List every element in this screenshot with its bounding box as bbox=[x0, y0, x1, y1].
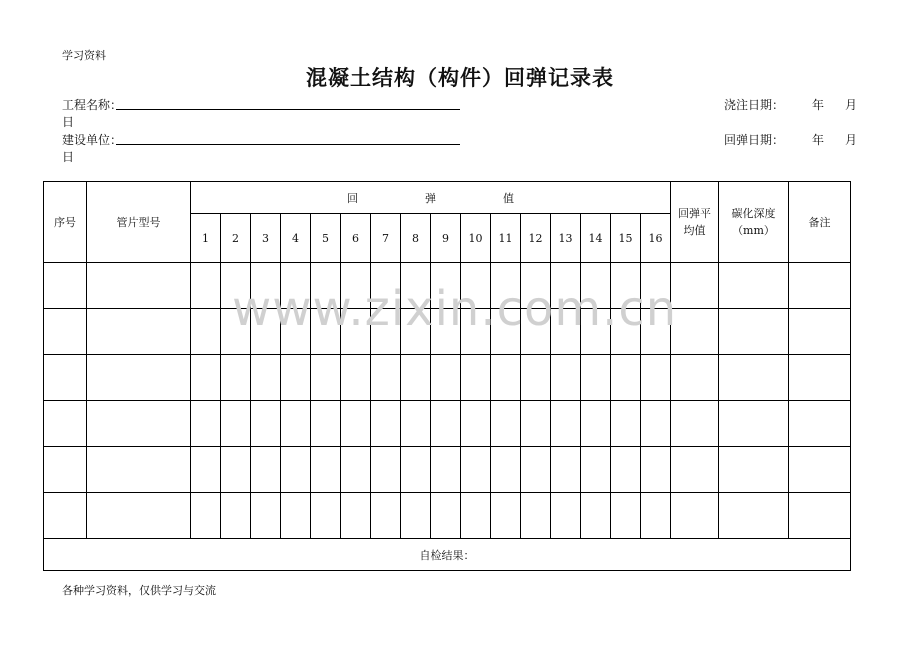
table-cell[interactable] bbox=[521, 355, 551, 401]
rebound-point-header: 6 bbox=[341, 214, 371, 263]
table-cell[interactable] bbox=[431, 401, 461, 447]
table-cell[interactable] bbox=[281, 447, 311, 493]
project-name-label: 工程名称： bbox=[62, 98, 123, 112]
table-cell[interactable] bbox=[371, 401, 401, 447]
header-seq: 序号 bbox=[44, 182, 87, 263]
table-cell[interactable] bbox=[581, 447, 611, 493]
header-note: 学习资料 bbox=[62, 49, 106, 62]
table-cell[interactable] bbox=[44, 447, 87, 493]
table-cell[interactable] bbox=[641, 493, 671, 539]
header-model: 管片型号 bbox=[87, 182, 191, 263]
table-cell[interactable] bbox=[719, 447, 789, 493]
table-cell[interactable] bbox=[491, 355, 521, 401]
table-cell[interactable] bbox=[719, 309, 789, 355]
table-cell[interactable] bbox=[719, 263, 789, 309]
table-cell[interactable] bbox=[431, 447, 461, 493]
table-cell[interactable] bbox=[491, 493, 521, 539]
table-cell[interactable] bbox=[311, 493, 341, 539]
table-cell[interactable] bbox=[671, 401, 719, 447]
table-row bbox=[44, 355, 851, 401]
table-cell[interactable] bbox=[341, 447, 371, 493]
construction-unit-field[interactable] bbox=[116, 144, 460, 145]
header-avg: 回弹平均值 bbox=[671, 182, 719, 263]
table-cell[interactable] bbox=[611, 355, 641, 401]
pour-date-month: 月 bbox=[845, 98, 858, 112]
rebound-date-label: 回弹日期： bbox=[724, 133, 785, 147]
table-cell[interactable] bbox=[87, 263, 191, 309]
rebound-point-header: 10 bbox=[461, 214, 491, 263]
table-cell[interactable] bbox=[461, 355, 491, 401]
table-cell[interactable] bbox=[671, 493, 719, 539]
self-check-result[interactable] bbox=[44, 539, 851, 571]
table-cell[interactable] bbox=[191, 447, 221, 493]
rebound-date-year: 年 bbox=[812, 133, 825, 147]
table-cell[interactable] bbox=[371, 447, 401, 493]
table-cell[interactable] bbox=[191, 263, 221, 309]
rebound-point-header: 1 bbox=[191, 214, 221, 263]
table-cell[interactable] bbox=[671, 447, 719, 493]
table-cell[interactable] bbox=[521, 493, 551, 539]
table-cell[interactable] bbox=[281, 493, 311, 539]
rebound-point-header: 9 bbox=[431, 214, 461, 263]
table-cell[interactable] bbox=[401, 355, 431, 401]
table-cell[interactable] bbox=[401, 401, 431, 447]
table-cell[interactable] bbox=[44, 493, 87, 539]
table-cell[interactable] bbox=[611, 447, 641, 493]
page-title: 混凝土结构（构件）回弹记录表 bbox=[306, 65, 614, 90]
table-cell[interactable] bbox=[371, 493, 401, 539]
rebound-date-month: 月 bbox=[845, 133, 858, 147]
table-cell[interactable] bbox=[87, 493, 191, 539]
table-cell[interactable] bbox=[719, 401, 789, 447]
header-remark: 备注 bbox=[789, 182, 851, 263]
table-cell[interactable] bbox=[191, 401, 221, 447]
table-cell[interactable] bbox=[251, 447, 281, 493]
rebound-point-header: 15 bbox=[611, 214, 641, 263]
table-cell[interactable] bbox=[44, 309, 87, 355]
table-cell[interactable] bbox=[671, 355, 719, 401]
pour-date-label: 浇注日期： bbox=[724, 98, 785, 112]
table-cell[interactable] bbox=[281, 355, 311, 401]
table-cell[interactable] bbox=[611, 401, 641, 447]
rebound-point-header: 7 bbox=[371, 214, 401, 263]
table-cell[interactable] bbox=[251, 355, 281, 401]
table-cell[interactable] bbox=[789, 447, 851, 493]
table-cell[interactable] bbox=[551, 401, 581, 447]
table-row bbox=[44, 401, 851, 447]
table-cell[interactable] bbox=[341, 355, 371, 401]
table-cell[interactable] bbox=[431, 355, 461, 401]
table-cell[interactable] bbox=[521, 401, 551, 447]
table-cell[interactable] bbox=[44, 355, 87, 401]
table-cell[interactable] bbox=[461, 401, 491, 447]
table-cell[interactable] bbox=[789, 355, 851, 401]
rebound-point-header: 5 bbox=[311, 214, 341, 263]
table-cell[interactable] bbox=[401, 493, 431, 539]
table-cell[interactable] bbox=[789, 263, 851, 309]
table-cell[interactable] bbox=[491, 447, 521, 493]
table-cell[interactable] bbox=[641, 355, 671, 401]
table-cell[interactable] bbox=[671, 263, 719, 309]
table-cell[interactable] bbox=[191, 309, 221, 355]
table-cell[interactable] bbox=[611, 493, 641, 539]
table-cell[interactable] bbox=[311, 355, 341, 401]
rebound-record-table bbox=[43, 181, 851, 571]
rebound-point-header: 14 bbox=[581, 214, 611, 263]
pour-date-day: 日 bbox=[62, 115, 75, 129]
table-cell[interactable] bbox=[87, 309, 191, 355]
rebound-point-header: 3 bbox=[251, 214, 281, 263]
table-cell[interactable] bbox=[671, 309, 719, 355]
table-cell[interactable] bbox=[521, 447, 551, 493]
footer-note: 各种学习资料，仅供学习与交流 bbox=[62, 584, 216, 597]
table-cell[interactable] bbox=[87, 401, 191, 447]
rebound-point-header: 11 bbox=[491, 214, 521, 263]
table-cell[interactable] bbox=[191, 493, 221, 539]
table-cell[interactable] bbox=[191, 355, 221, 401]
rebound-point-header: 12 bbox=[521, 214, 551, 263]
header-carbonation: 碳化深度（mm） bbox=[719, 182, 789, 263]
table-cell[interactable] bbox=[341, 401, 371, 447]
rebound-point-header: 8 bbox=[401, 214, 431, 263]
rebound-point-header: 13 bbox=[551, 214, 581, 263]
table-cell[interactable] bbox=[719, 355, 789, 401]
rebound-point-header: 2 bbox=[221, 214, 251, 263]
table-cell[interactable] bbox=[311, 447, 341, 493]
project-name-field[interactable] bbox=[116, 109, 460, 110]
table-cell[interactable] bbox=[371, 355, 401, 401]
pour-date-year: 年 bbox=[812, 98, 825, 112]
table-cell[interactable] bbox=[551, 493, 581, 539]
table-cell[interactable] bbox=[281, 401, 311, 447]
table-cell[interactable] bbox=[221, 401, 251, 447]
table-row bbox=[44, 493, 851, 539]
table-cell[interactable] bbox=[251, 401, 281, 447]
table-cell[interactable] bbox=[789, 493, 851, 539]
table-cell[interactable] bbox=[719, 493, 789, 539]
table-cell[interactable] bbox=[221, 355, 251, 401]
table-cell[interactable] bbox=[44, 401, 87, 447]
rebound-point-header: 4 bbox=[281, 214, 311, 263]
table-cell[interactable] bbox=[431, 493, 461, 539]
table-cell[interactable] bbox=[87, 447, 191, 493]
rebound-date-day: 日 bbox=[62, 150, 75, 164]
self-check-label: 自检结果： bbox=[419, 548, 475, 562]
table-cell[interactable] bbox=[44, 263, 87, 309]
table-cell[interactable] bbox=[581, 493, 611, 539]
table-cell[interactable] bbox=[461, 447, 491, 493]
table-cell[interactable] bbox=[551, 355, 581, 401]
header-rebound-label: 回 弹 值 bbox=[347, 191, 542, 205]
construction-unit-label: 建设单位： bbox=[62, 133, 123, 147]
header-rebound-values bbox=[191, 182, 671, 214]
table-cell[interactable] bbox=[581, 401, 611, 447]
table-cell[interactable] bbox=[641, 401, 671, 447]
table-cell[interactable] bbox=[251, 493, 281, 539]
table-cell[interactable] bbox=[641, 447, 671, 493]
table-cell[interactable] bbox=[581, 355, 611, 401]
table-cell[interactable] bbox=[341, 493, 371, 539]
table-cell[interactable] bbox=[789, 401, 851, 447]
table-cell[interactable] bbox=[789, 309, 851, 355]
table-cell[interactable] bbox=[491, 401, 521, 447]
table-cell[interactable] bbox=[87, 355, 191, 401]
table-cell[interactable] bbox=[401, 447, 431, 493]
table-cell[interactable] bbox=[221, 447, 251, 493]
table-cell[interactable] bbox=[461, 493, 491, 539]
rebound-point-header: 16 bbox=[641, 214, 671, 263]
table-row bbox=[44, 447, 851, 493]
table-cell[interactable] bbox=[221, 493, 251, 539]
watermark: www.zixin.com.cn bbox=[232, 281, 678, 337]
table-cell[interactable] bbox=[551, 447, 581, 493]
table-cell[interactable] bbox=[311, 401, 341, 447]
